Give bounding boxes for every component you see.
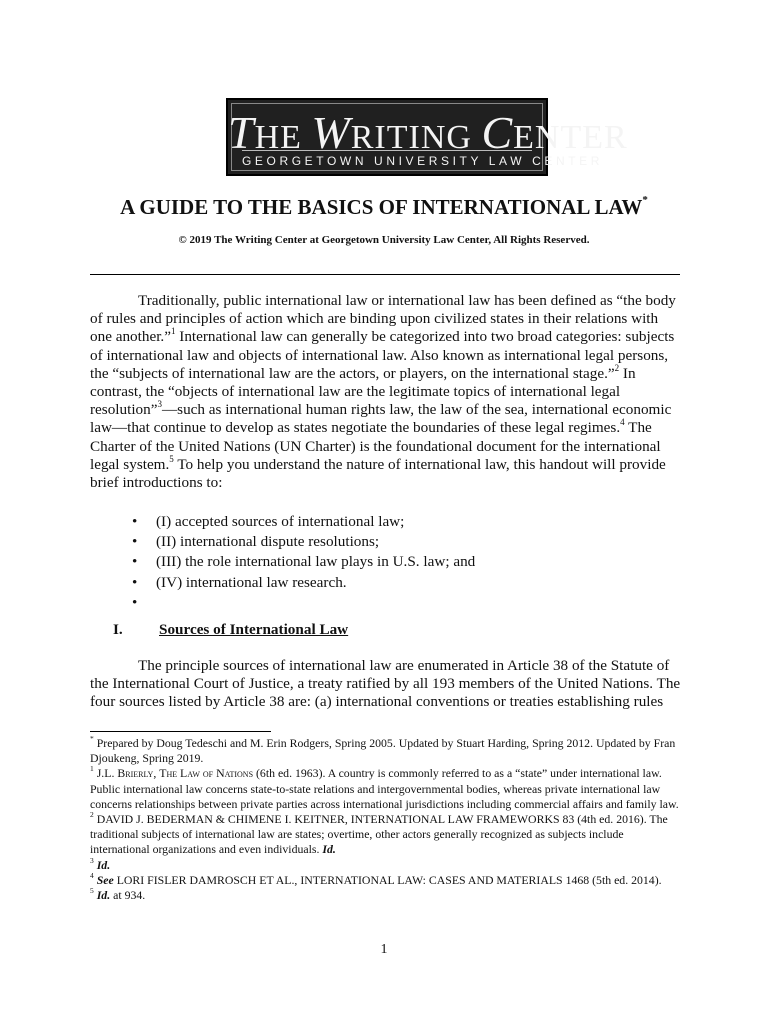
footnote-text: LORI FISLER DAMROSCH ET AL., INTERNATIONAL LAW: CASES AND MATERIALS 1468 (5th ed. 2014). bbox=[113, 872, 662, 887]
intro-sentence: To help you understand the nature of international law, this handout will provide brief introductions to: bbox=[90, 455, 666, 492]
topics-list bbox=[132, 512, 475, 613]
footnote-3 bbox=[90, 855, 682, 873]
footnote-text: at 934. bbox=[110, 888, 146, 903]
footnote-mark: 3 bbox=[90, 855, 94, 865]
list-item-text: (I) accepted sources of international law; bbox=[156, 513, 405, 530]
intro-paragraph-block bbox=[90, 292, 682, 492]
section-heading bbox=[113, 621, 348, 639]
footnote-text: , bbox=[153, 766, 160, 781]
intro-sentence: —such as international human rights law, the law of the sea, international economic law—that continue to develop as states negotiate the boundaries of these legal regimes. bbox=[90, 401, 672, 437]
list-item bbox=[132, 552, 475, 572]
logo-letter-c: C bbox=[481, 107, 514, 158]
list-item-text: (II) international dispute resolutions; bbox=[156, 533, 380, 551]
footnote-mark: * bbox=[90, 734, 94, 744]
footnote-text: Prepared by Doug Tedeschi and M. Erin Rodgers, Spring 2005. Updated by Stuart Harding, Spring 2012. Updated by Fran Djoukeng, Spring 2019. bbox=[90, 736, 676, 766]
bullet-icon: • bbox=[132, 573, 138, 591]
bullet-icon: • bbox=[132, 553, 138, 571]
list-item-text: (III) the role international law plays in U.S. law; and bbox=[156, 553, 476, 571]
footnote-ref-2[interactable]: 2 bbox=[614, 362, 620, 373]
logo-subtitle: GEORGETOWN UNIVERSITY LAW CENTER bbox=[242, 150, 532, 168]
footnote-text: (6th ed. 1963). A country is commonly referred to as a “state” under international law. Public international law concerns state-to-state relations and intergovernmental bodies, whereas private international law concerns relationships between private parties across international jurisdictions including commercial affairs and family law. bbox=[90, 766, 679, 811]
footnote-see-signal: See bbox=[96, 872, 114, 887]
footnote-mark: 1 bbox=[90, 764, 94, 774]
footnote-ref-1[interactable]: 1 bbox=[170, 326, 176, 337]
logo-word-he: HE bbox=[254, 119, 302, 156]
footnote-star bbox=[90, 736, 682, 766]
footnote-ref-3[interactable]: 3 bbox=[157, 399, 162, 410]
list-item bbox=[132, 593, 475, 613]
footnote-id-signal: Id. bbox=[96, 857, 111, 872]
section-paragraph: The principle sources of international law are enumerated in Article 38 of the Statute of the International Court of Justice, a treaty ratified by all 193 members of the United Nations. The four sources listed by Article 38 are: (a) international conventions or treaties establishing rules bbox=[90, 657, 681, 711]
footnote-ref-4[interactable]: 4 bbox=[620, 417, 625, 428]
list-item bbox=[132, 532, 475, 552]
list-item bbox=[132, 512, 475, 532]
logo-word-riting: RITING bbox=[350, 119, 472, 156]
intro-sentence: In contrast, the “objects of international law are the legitimate topics of international legal resolution” bbox=[90, 364, 636, 419]
title-text: A GUIDE TO THE BASICS OF INTERNATIONAL LAW bbox=[120, 195, 643, 219]
footnote-id-signal: Id. bbox=[322, 842, 336, 857]
footnote-author: Brierly bbox=[117, 766, 154, 781]
section-number: I. bbox=[113, 621, 123, 638]
title-footnote-marker[interactable]: * bbox=[642, 194, 648, 206]
logo-letter-t: T bbox=[228, 107, 255, 158]
footnote-4 bbox=[90, 870, 682, 888]
document-title bbox=[0, 195, 768, 220]
intro-sentence: International law can generally be categorized into two broad categories: subjects of international law and objects of international law. Also known as international legal persons, the “subjects of international law are the actors, or players, on the international stage.” bbox=[90, 328, 675, 382]
footnote-2 bbox=[90, 812, 682, 858]
copyright-notice: © 2019 The Writing Center at Georgetown University Law Center, All Rights Reserved. bbox=[178, 234, 590, 246]
footnote-text: DAVID J. BEDERMAN & CHIMENE I. KEITNER, INTERNATIONAL LAW FRAMEWORKS 83 (4th ed. 2016). The traditional subjects of international law are states; overtime, other actors generally recognized as subjects include international organizations and even individuals. bbox=[90, 812, 668, 857]
footnote-mark: 5 bbox=[90, 886, 94, 896]
footnote-mark: 4 bbox=[90, 870, 94, 880]
intro-sentence: The Charter of the United Nations (UN Charter) is the foundational document for the international legal system. bbox=[90, 419, 661, 473]
footnotes bbox=[90, 736, 682, 903]
bullet-icon: • bbox=[132, 513, 138, 530]
footnote-ref-5[interactable]: 5 bbox=[169, 453, 174, 464]
footnote-book-title: The Law of Nations bbox=[159, 766, 254, 781]
list-item bbox=[132, 573, 475, 593]
logo-word-enter: ENTER bbox=[513, 119, 628, 156]
footnote-5 bbox=[90, 888, 682, 903]
section-title: Sources of International Law bbox=[159, 621, 349, 638]
list-item-text: (IV) international law research. bbox=[156, 573, 347, 591]
page-number: 1 bbox=[380, 942, 388, 957]
footnote-id-signal: Id. bbox=[96, 888, 111, 903]
footnote-1 bbox=[90, 766, 682, 812]
title-divider bbox=[90, 274, 680, 275]
intro-paragraph bbox=[90, 292, 682, 492]
footnote-divider bbox=[90, 731, 271, 732]
footnote-text: J.L. bbox=[93, 766, 118, 781]
footnote-mark: 2 bbox=[90, 810, 94, 820]
bullet-icon: • bbox=[132, 533, 138, 551]
writing-center-logo bbox=[226, 98, 628, 176]
bullet-icon: • bbox=[132, 593, 138, 611]
logo-letter-w: W bbox=[311, 107, 351, 158]
section-paragraph-block bbox=[90, 657, 682, 712]
intro-sentence: Traditionally, public international law or international law has been defined as “the body of rules and principles of action which are binding upon civilized states in their relations with one another.” bbox=[90, 292, 676, 346]
